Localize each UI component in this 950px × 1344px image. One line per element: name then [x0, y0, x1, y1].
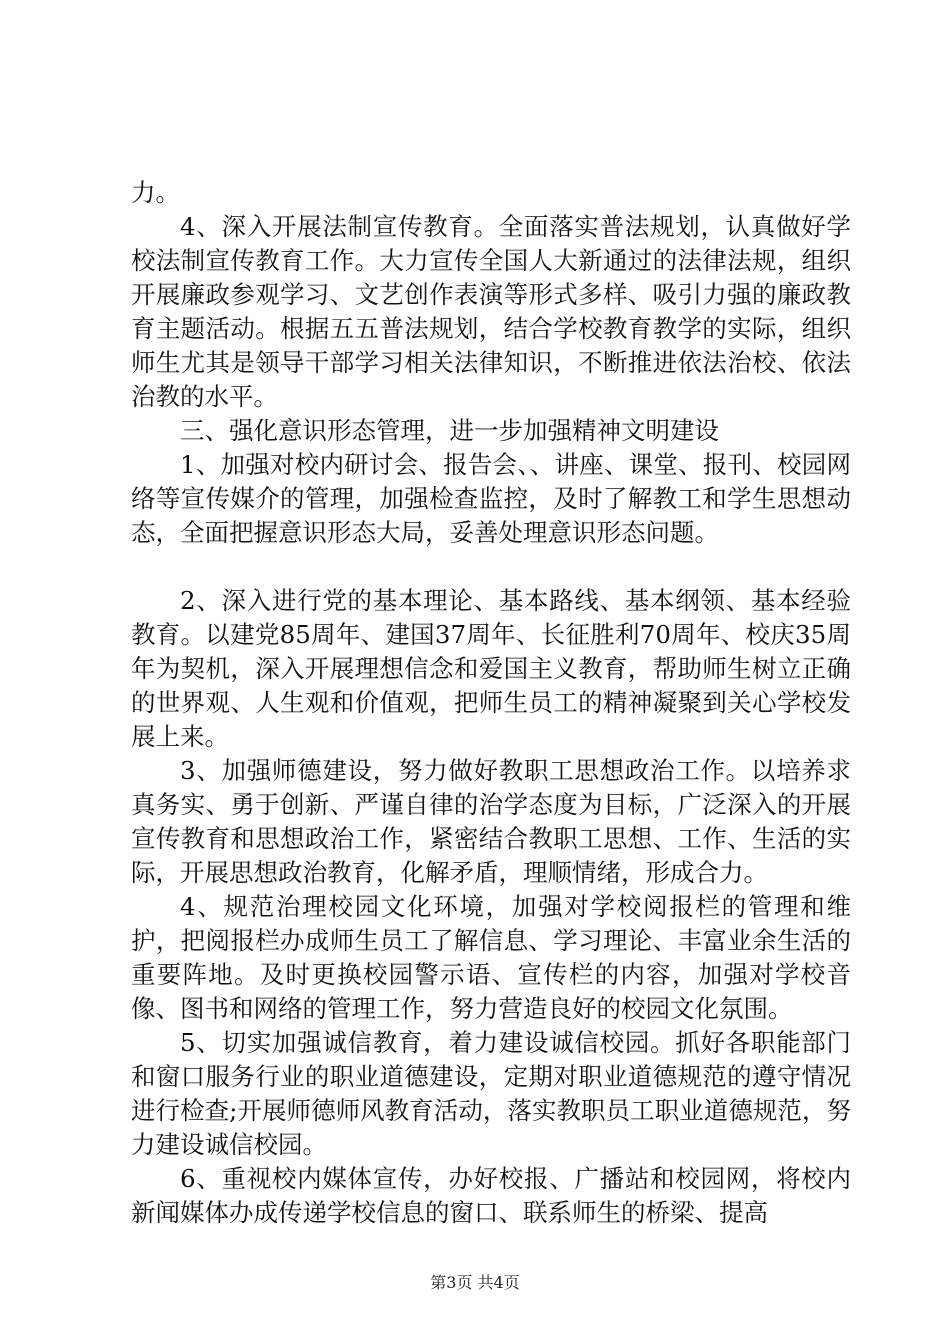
paragraph-integrity-education: 5、切实加强诚信教育，着力建设诚信校园。抓好各职能部门和窗口服务行业的职业道德建设，定期对职业道德规范的遵守情况进行检查;开展师德师风教育活动，落实教职员工职业道德规范，努力建设诚信校园。	[131, 1028, 851, 1159]
paragraph-continuation: 力。	[131, 178, 180, 207]
paragraph-party-theory: 2、深入进行党的基本理论、基本路线、基本纲领、基本经验教育。以建党85周年、建国37周年、长征胜利70周年、校庆35周年为契机，深入开展理想信念和爱国主义教育，帮助师生树立正确的世界观、人生观和价值观，把师生员工的精神凝聚到关心学校发展上来。	[131, 586, 851, 751]
section-heading-ideology: 三、强化意识形态管理，进一步加强精神文明建设	[180, 416, 719, 445]
paragraph-legal-education: 4、深入开展法制宣传教育。全面落实普法规划，认真做好学校法制宣传教育工作。大力宣传全国人大新通过的法律法规，组织开展廉政参观学习、文艺创作表演等形式多样、吸引力强的廉政教育主题活动。根据五五普法规划，结合学校教育教学的实际，组织师生尤其是领导干部学习相关法律知识，不断推进依法治校、依法治教的水平。	[131, 212, 851, 411]
paragraph-gap	[131, 550, 851, 584]
page-number-footer: 第3页 共4页	[430, 1273, 520, 1292]
paragraph-teacher-ethics: 3、加强师德建设，努力做好教职工思想政治工作。以培养求真务实、勇于创新、严谨自律的治学态度为目标，广泛深入的开展宣传教育和思想政治工作，紧密结合教职工思想、工作、生活的实际，开展思想政治教育，化解矛盾，理顺情绪，形成合力。	[131, 756, 851, 887]
paragraph-media-management: 1、加强对校内研讨会、报告会、、讲座、课堂、报刊、校园网络等宣传媒介的管理，加强检查监控，及时了解教工和学生思想动态，全面把握意识形态大局，妥善处理意识形态问题。	[131, 450, 851, 547]
paragraph-campus-media: 6、重视校内媒体宣传，办好校报、广播站和校园网，将校内新闻媒体办成传递学校信息的窗口、联系师生的桥梁、提高	[131, 1164, 851, 1227]
document-body	[131, 176, 851, 1230]
paragraph-campus-culture: 4、规范治理校园文化环境，加强对学校阅报栏的管理和维护，把阅报栏办成师生员工了解信息、学习理论、丰富业余生活的重要阵地。及时更换校园警示语、宣传栏的内容，加强对学校音像、图书和网络的管理工作，努力营造良好的校园文化氛围。	[131, 892, 851, 1023]
